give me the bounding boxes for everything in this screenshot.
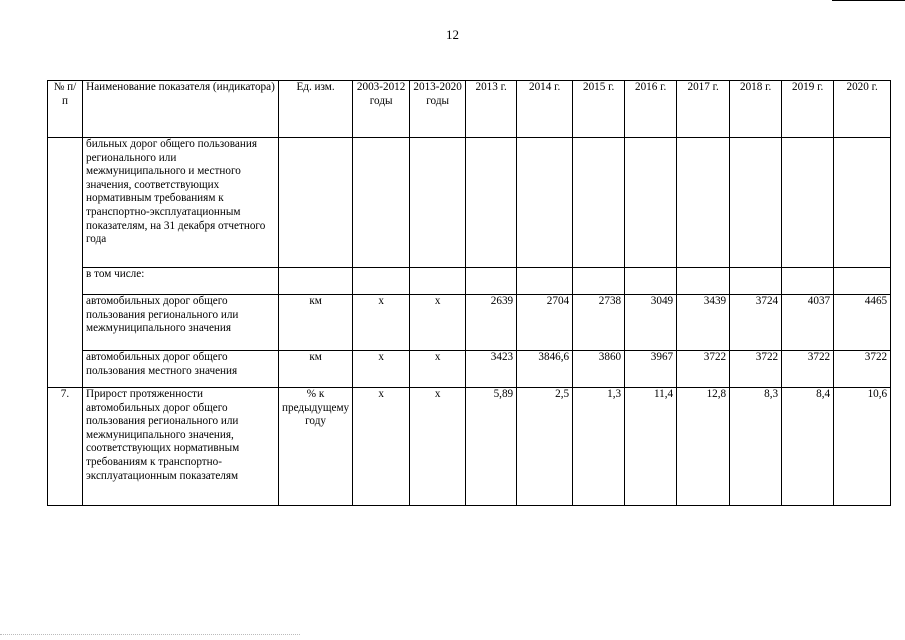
table-row (48, 388, 891, 506)
value-cell (573, 138, 625, 268)
value-cell (625, 268, 677, 295)
header-name: Наименование показателя (индикатора) (83, 81, 279, 138)
value-cell: 2639 (466, 295, 517, 351)
indicator-name: Прирост протяженности автомобильных дорог общего пользования регионального или межмуниципального значения, соответствующих нормативным требованиям к транспортно-эксплуатационным показателям (83, 388, 279, 506)
header-year-2016: 2016 г. (625, 81, 677, 138)
unit-cell (279, 138, 353, 268)
period2-cell: х (410, 388, 466, 506)
unit-cell: км (279, 351, 353, 388)
indicator-name: автомобильных дорог общего пользования местного значения (83, 351, 279, 388)
indicators-table (47, 80, 891, 506)
table-header-row (48, 81, 891, 138)
period1-cell: х (353, 388, 410, 506)
value-cell: 3423 (466, 351, 517, 388)
header-period-2013-2020: 2013-2020 годы (410, 81, 466, 138)
value-cell (834, 268, 891, 295)
header-num: № п/п (48, 81, 83, 138)
unit-cell (279, 268, 353, 295)
unit-cell: км (279, 295, 353, 351)
value-cell (466, 268, 517, 295)
indicator-name: бильных дорог общего пользования регионального или межмуниципального и местного значения, соответствующих нормативным требованиям к транспортно-эксплуатационным показателям, на 31 декабря отчетного года (83, 138, 279, 268)
header-year-2014: 2014 г. (517, 81, 573, 138)
value-cell: 10,6 (834, 388, 891, 506)
value-cell (517, 268, 573, 295)
value-cell: 3846,6 (517, 351, 573, 388)
period1-cell (353, 268, 410, 295)
value-cell: 3967 (625, 351, 677, 388)
value-cell (466, 138, 517, 268)
period2-cell (410, 268, 466, 295)
value-cell (782, 138, 834, 268)
indicator-name: автомобильных дорог общего пользования регионального или межмуниципального значения (83, 295, 279, 351)
value-cell (677, 138, 730, 268)
row-num-cell (48, 138, 83, 388)
value-cell (517, 138, 573, 268)
value-cell (573, 268, 625, 295)
value-cell: 8,4 (782, 388, 834, 506)
table-row (48, 295, 891, 351)
value-cell: 5,89 (466, 388, 517, 506)
header-year-2019: 2019 г. (782, 81, 834, 138)
header-year-2015: 2015 г. (573, 81, 625, 138)
value-cell: 3860 (573, 351, 625, 388)
table-row (48, 138, 891, 268)
value-cell: 3722 (730, 351, 782, 388)
row-num-cell: 7. (48, 388, 83, 506)
period2-cell (410, 138, 466, 268)
page-number: 12 (446, 27, 459, 42)
value-cell (834, 138, 891, 268)
value-cell: 11,4 (625, 388, 677, 506)
table-row (48, 351, 891, 388)
scan-artifact-line (0, 634, 300, 635)
header-year-2013: 2013 г. (466, 81, 517, 138)
value-cell: 4465 (834, 295, 891, 351)
value-cell: 12,8 (677, 388, 730, 506)
value-cell: 2704 (517, 295, 573, 351)
value-cell: 2,5 (517, 388, 573, 506)
value-cell: 3722 (782, 351, 834, 388)
header-period-2003-2012: 2003-2012 годы (353, 81, 410, 138)
period1-cell (353, 138, 410, 268)
value-cell: 3439 (677, 295, 730, 351)
value-cell (625, 138, 677, 268)
value-cell: 8,3 (730, 388, 782, 506)
value-cell (782, 268, 834, 295)
top-rule (832, 0, 905, 1)
header-year-2017: 2017 г. (677, 81, 730, 138)
value-cell: 3722 (834, 351, 891, 388)
value-cell: 4037 (782, 295, 834, 351)
value-cell (730, 138, 782, 268)
value-cell: 2738 (573, 295, 625, 351)
header-year-2018: 2018 г. (730, 81, 782, 138)
value-cell: 3724 (730, 295, 782, 351)
period2-cell: х (410, 351, 466, 388)
header-unit: Ед. изм. (279, 81, 353, 138)
header-year-2020: 2020 г. (834, 81, 891, 138)
value-cell (677, 268, 730, 295)
value-cell: 3049 (625, 295, 677, 351)
period1-cell: х (353, 295, 410, 351)
table-row (48, 268, 891, 295)
value-cell (730, 268, 782, 295)
value-cell: 3722 (677, 351, 730, 388)
unit-cell: % к предыдущему году (279, 388, 353, 506)
period1-cell: х (353, 351, 410, 388)
indicator-name: в том числе: (83, 268, 279, 295)
value-cell: 1,3 (573, 388, 625, 506)
period2-cell: х (410, 295, 466, 351)
